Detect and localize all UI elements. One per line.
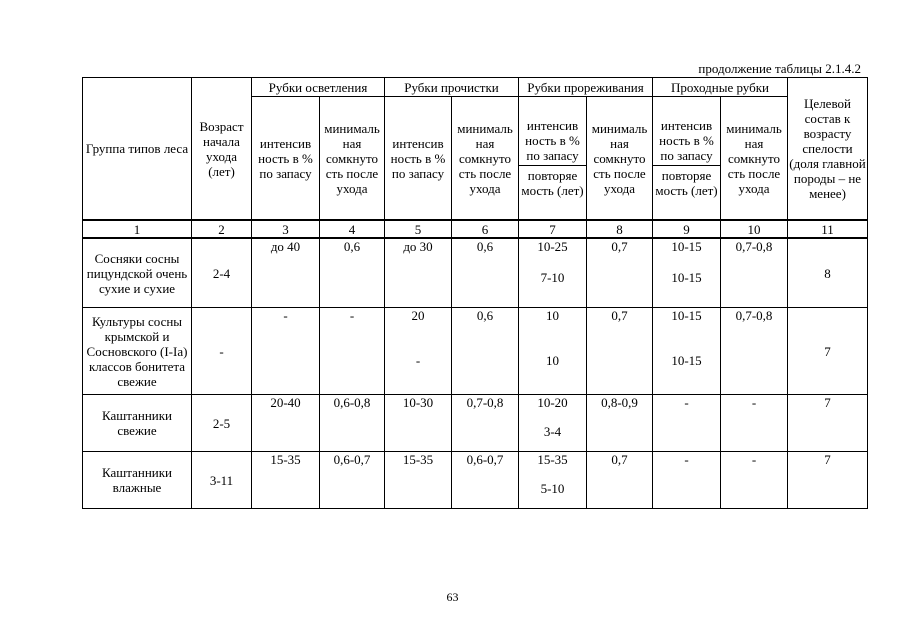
cell-value: 10-15 [671,308,702,323]
column-number: 4 [320,220,385,238]
header-prorezhivanie: Рубки прореживания [519,78,653,97]
column-number: 7 [519,220,587,238]
cell-age: 2-5 [192,395,252,452]
table-caption: продолжение таблицы 2.1.4.2 [698,61,861,76]
cell-value: 10-25 [537,239,568,254]
cell-value: 0,6 [452,238,519,308]
cell-value: 5-10 [540,481,565,496]
cell-value: 10-15 [671,239,702,254]
header-min-closure: минималь ная сомкнуто сть после ухода [587,97,653,221]
cell-value: - [320,308,385,395]
table-row [83,452,868,509]
header-intensity-repeat [653,97,721,221]
cell-value: до 40 [252,238,320,308]
cell-value: 0,7 [587,308,653,395]
cell-value: 10 [546,353,559,368]
cell-value: 20-40 [252,395,320,452]
cell-value [519,308,587,395]
cell-value: 0,6-0,8 [320,395,385,452]
cell-group: Культуры сосны крымской и Сосновского (I-Ia) классов бонитета свежие [83,308,192,395]
header-intensity: интенсив ность в % по запасу [252,97,320,221]
cell-value: 10 [546,308,559,323]
cell-value [519,238,587,308]
cell-value: до 30 [385,238,452,308]
header-osvetlenie: Рубки осветления [252,78,385,97]
cell-value [653,308,721,395]
table-row [83,395,868,452]
column-number: 2 [192,220,252,238]
header-min-closure: минималь ная сомкнуто сть после ухода [721,97,788,221]
cell-value: 15-35 [537,452,568,467]
header-group: Группа типов леса [83,78,192,221]
header-intensity-repeat [519,97,587,221]
cell-value: 0,6 [452,308,519,395]
cell-value: 0,6-0,7 [320,452,385,509]
cell-value: 0,7-0,8 [452,395,519,452]
cell-value: 0,8-0,9 [587,395,653,452]
header-prochistka: Рубки прочистки [385,78,519,97]
column-number: 9 [653,220,721,238]
cell-age: 2-4 [192,238,252,308]
cell-value: 20 [411,308,425,323]
cell-value: 7 [788,308,868,395]
cell-value: 15-35 [252,452,320,509]
header-min-closure: минималь ная сомкнуто сть после ухода [320,97,385,221]
header-age: Возраст начала ухода (лет) [192,78,252,221]
header-min-closure: минималь ная сомкнуто сть после ухода [452,97,519,221]
cell-value: 10-15 [671,353,702,368]
cell-value: - [653,395,721,452]
cell-value: 0,7 [587,238,653,308]
table-row [83,308,868,395]
cell-value: 8 [788,238,868,308]
cell-value: 0,6 [320,238,385,308]
header-prohodnye: Проходные рубки [653,78,788,97]
forest-care-table [82,77,868,509]
cell-value [653,238,721,308]
cell-value: 10-30 [385,395,452,452]
cell-value: - [721,395,788,452]
cell-value: 15-35 [385,452,452,509]
column-number: 3 [252,220,320,238]
cell-value: 7 [788,452,868,509]
cell-value [519,395,587,452]
header-intensity: интенсив ность в % по запасу [525,118,580,163]
column-number: 11 [788,220,868,238]
cell-value: - [721,452,788,509]
cell-value [385,308,452,395]
cell-age: - [192,308,252,395]
cell-value: - [252,308,320,395]
cell-group: Каштанники свежие [83,395,192,452]
column-number: 1 [83,220,192,238]
cell-value: 10-15 [671,270,702,285]
cell-value: 0,7 [587,452,653,509]
column-number: 6 [452,220,519,238]
cell-value: 10-20 [537,395,568,410]
header-repeatability: повторяе мость (лет) [653,165,720,198]
page-number: 63 [446,590,459,604]
cell-value: - [653,452,721,509]
column-number: 5 [385,220,452,238]
cell-value: 7-10 [540,270,565,285]
header-intensity: интенсив ность в % по запасу [385,97,452,221]
column-number: 10 [721,220,788,238]
cell-value: - [415,353,421,368]
column-number: 8 [587,220,653,238]
cell-value: 0,7-0,8 [721,308,788,395]
cell-value [519,452,587,509]
cell-group: Сосняки сосны пицундской очень сухие и сухие [83,238,192,308]
cell-value: 0,7-0,8 [721,238,788,308]
header-target-composition: Целевой состав к возрасту спелости (доля главной породы – не менее) [788,78,868,221]
cell-value: 0,6-0,7 [452,452,519,509]
cell-value: 7 [788,395,868,452]
header-repeatability: повторяе мость (лет) [519,165,586,198]
cell-group: Каштанники влажные [83,452,192,509]
table-row [83,238,868,308]
cell-age: 3-11 [192,452,252,509]
header-intensity: интенсив ность в % по запасу [659,118,714,163]
cell-value: 3-4 [543,424,562,439]
